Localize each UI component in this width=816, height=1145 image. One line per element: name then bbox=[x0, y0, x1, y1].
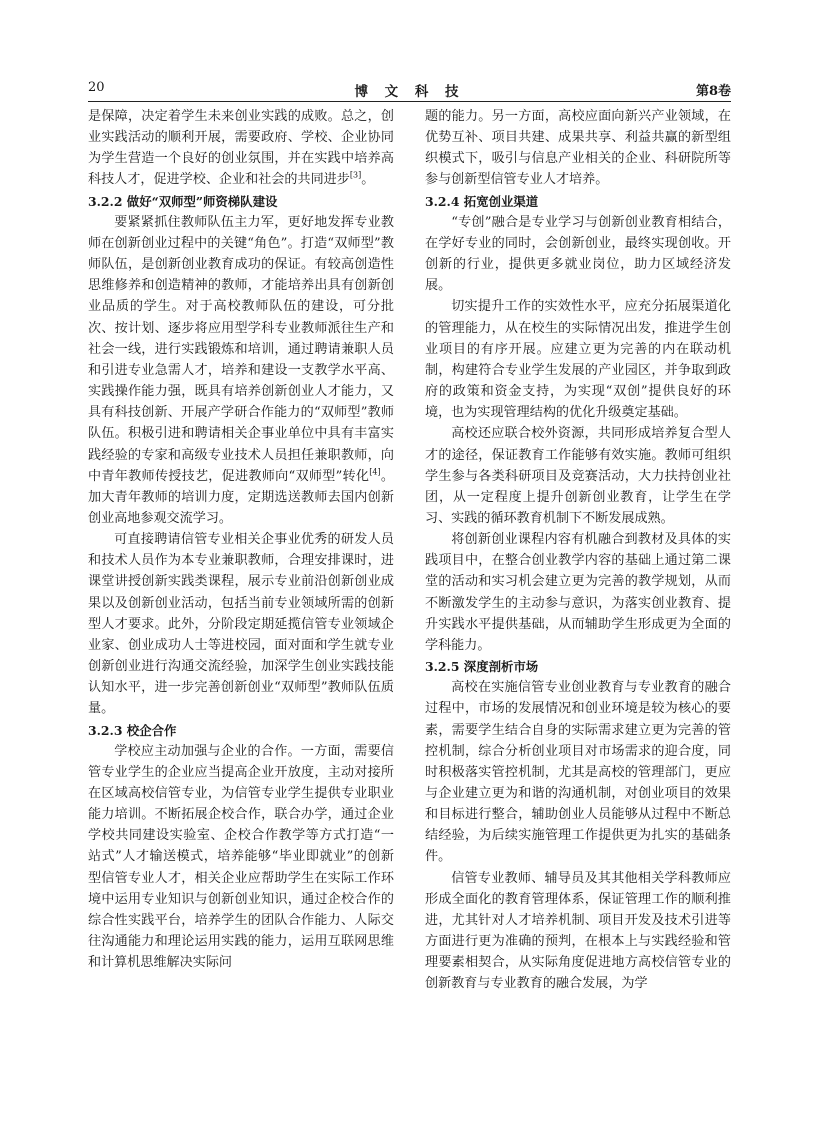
section-heading bbox=[425, 191, 731, 212]
paragraph bbox=[425, 868, 731, 995]
paragraph bbox=[88, 529, 394, 719]
paragraph bbox=[88, 212, 394, 529]
paragraph-text: 要紧紧抓住教师队伍主力军，更好地发挥专业教师在创新创业过程中的关键“角色”。打造“双师型”教师队伍，是创新创业教育成功的保证。有较高创造性思维修养和创造精神的教师，才能培养出具有创新创业品质的学生。对于高校教师队伍的建设，可分批次、按计划、逐步将应用型学科专业教师派往生产和社会一线，进行实践锻炼和培训，通过聘请兼职人员和引进专业急需人才，培养和建设一支教学水平高、实践操作能力强，既具有培养创新创业人才能力，又具有科技创新、开展产学研合作能力的“双师型”教师队伍。积极引进和聘请相关企事业单位中具有丰富实践经验的专家和高级专业技术人员担任兼职教师，向中青年教师传授技艺，促进教师向“双师型”转化 bbox=[88, 214, 394, 484]
paragraph-text: 题的能力。另一方面，高校应面向新兴产业领域，在优势互补、项目共建、成果共享、利益共赢的新型组织模式下，吸引与信息产业相关的企业、科研院所等参与创新型信管专业人才培养。 bbox=[425, 109, 731, 188]
paragraph-text: 可直接聘请信管专业相关企事业优秀的研发人员和技术人员作为本专业兼职教师，合理安排课时，进课堂讲授创新实践类课程，展示专业前沿创新创业成果以及创新创业活动，包括当前专业领域所需的创新型人才要求。此外，分阶段定期延揽信管专业领域企业家、创业成功人士等进校园，面对面和学生就专业创新创业进行沟通交流经验，加深学生创业实践技能认知水平，进一步完善创新创业“双师型”教师队伍质量。 bbox=[88, 532, 394, 717]
citation-ref: [4] bbox=[369, 467, 381, 477]
paragraph bbox=[425, 529, 731, 656]
paragraph-text: 信管专业教师、辅导员及其其他相关学科教师应形成全面化的教育管理体系，保证管理工作的顺利推进，尤其针对人才培养机制、项目开发及技术引进等方面进行更为准确的预判，在根本上与实践经验和管理要素相契合，从实际角度促进地方高校信管专业的创新教育与专业教育的融合发展，为学 bbox=[425, 870, 731, 992]
paragraph-text-continued: 。加大青年教师的培训力度，定期选送教师去国内创新创业高地参观交流学习。 bbox=[88, 468, 395, 526]
volume-label: 第8卷 bbox=[695, 84, 731, 99]
paragraph bbox=[425, 423, 731, 529]
heading-text: 3.2.5 深度剖析市场 bbox=[425, 659, 539, 675]
page-number: 20 bbox=[88, 80, 105, 95]
paragraph bbox=[425, 677, 731, 867]
paragraph bbox=[88, 741, 394, 974]
paragraph bbox=[425, 106, 731, 191]
paragraph-text: 高校在实施信管专业创业教育与专业教育的融合过程中，市场的发展情况和创业环境是较为核心的要素，需要学生结合自身的实际需求建立更为完善的管控机制，综合分析创业项目对市场需求的迎合度，同时积极落实管控机制，尤其是高校的管理部门，更应与企业建立更为和谐的沟通机制，对创业项目的效果和目标进行整合，辅助创业人员能够从过程中不断总结经验，为后续实施管理工作提供更为扎实的基础条件。 bbox=[425, 680, 731, 865]
citation-ref: [3] bbox=[349, 171, 362, 181]
paragraph bbox=[425, 296, 731, 423]
paragraph-text: 将创新创业课程内容有机融合到教材及具体的实践项目中，在整合创业教学内容的基础上通过第二课堂的活动和实习机会建立更为完善的教学规划，从而不断激发学生的主动参与意识，为落实创业教育、提升实践水平提供基础，从而辅助学生形成更为全面的学科能力。 bbox=[425, 532, 731, 653]
journal-title: 博 文 科 技 bbox=[354, 84, 465, 100]
paragraph-text: 高校还应联合校外资源，共同形成培养复合型人才的途径，保证教育工作能够有效实施。教师可组织学生参与各类科研项目及竞赛活动，大力扶持创业社团，从一定程度上提升创新创业教育，让学生在学习、实践的循环教育机制下不断发展成熟。 bbox=[425, 426, 731, 526]
paragraph bbox=[425, 212, 731, 297]
section-heading bbox=[425, 656, 731, 677]
heading-text: 3.2.2 做好“双师型”师资梯队建设 bbox=[88, 193, 278, 209]
heading-text: 3.2.4 拓宽创业渠道 bbox=[425, 193, 539, 209]
paragraph-text-continued: 。 bbox=[361, 172, 375, 188]
section-heading bbox=[88, 720, 394, 741]
right-column bbox=[425, 106, 731, 995]
header-rule bbox=[88, 101, 731, 102]
paragraph-text: 学校应主动加强与企业的合作。一方面，需要信管专业学生的企业应当提高企业开放度，主动对接所在区域高校信管专业，为信管专业学生提供专业职业能力培训。不断拓展企校合作，联合办学，通过企业学校共同建设实验室、企校合作教学等方式打造“一站式”人才输送模式，培养能够“毕业即就业”的创新型信管专业人才，相关企业应帮助学生在实际工作环境中运用专业知识与创新创业知识，通过企校合作的综合性实践平台，培养学生的团队合作能力、人际交往沟通能力和理论运用实践的能力，运用互联网思维和计算机思维解决实际问 bbox=[88, 743, 394, 971]
heading-text: 3.2.3 校企合作 bbox=[88, 722, 177, 738]
paragraph-text: “专创”融合是专业学习与创新创业教育相结合，在学好专业的同时，会创新创业，最终实现创收。开创新的行业，提供更多就业岗位，助力区域经济发展。 bbox=[425, 214, 731, 294]
paragraph-text: 切实提升工作的实效性水平，应充分拓展渠道化的管理能力，从在校生的实际情况出发，推进学生创业项目的有序开展。应建立更为完善的内在联动机制，构建符合专业学生发展的产业园区，并争取到政府的政策和资金支持，为实现“双创”提供良好的环境，也为实现管理结构的优化升级奠定基础。 bbox=[425, 299, 731, 421]
left-column bbox=[88, 106, 394, 973]
paragraph bbox=[88, 106, 394, 191]
section-heading bbox=[88, 191, 394, 212]
paragraph-text: 是保障，决定着学生未来创业实践的成败。总之，创业实践活动的顺利开展，需要政府、学校、企业协同为学生营造一个良好的创业氛围，并在实践中培养高科技人才，促进学校、企业和社会的共同进步 bbox=[88, 109, 394, 188]
running-header bbox=[88, 80, 731, 98]
